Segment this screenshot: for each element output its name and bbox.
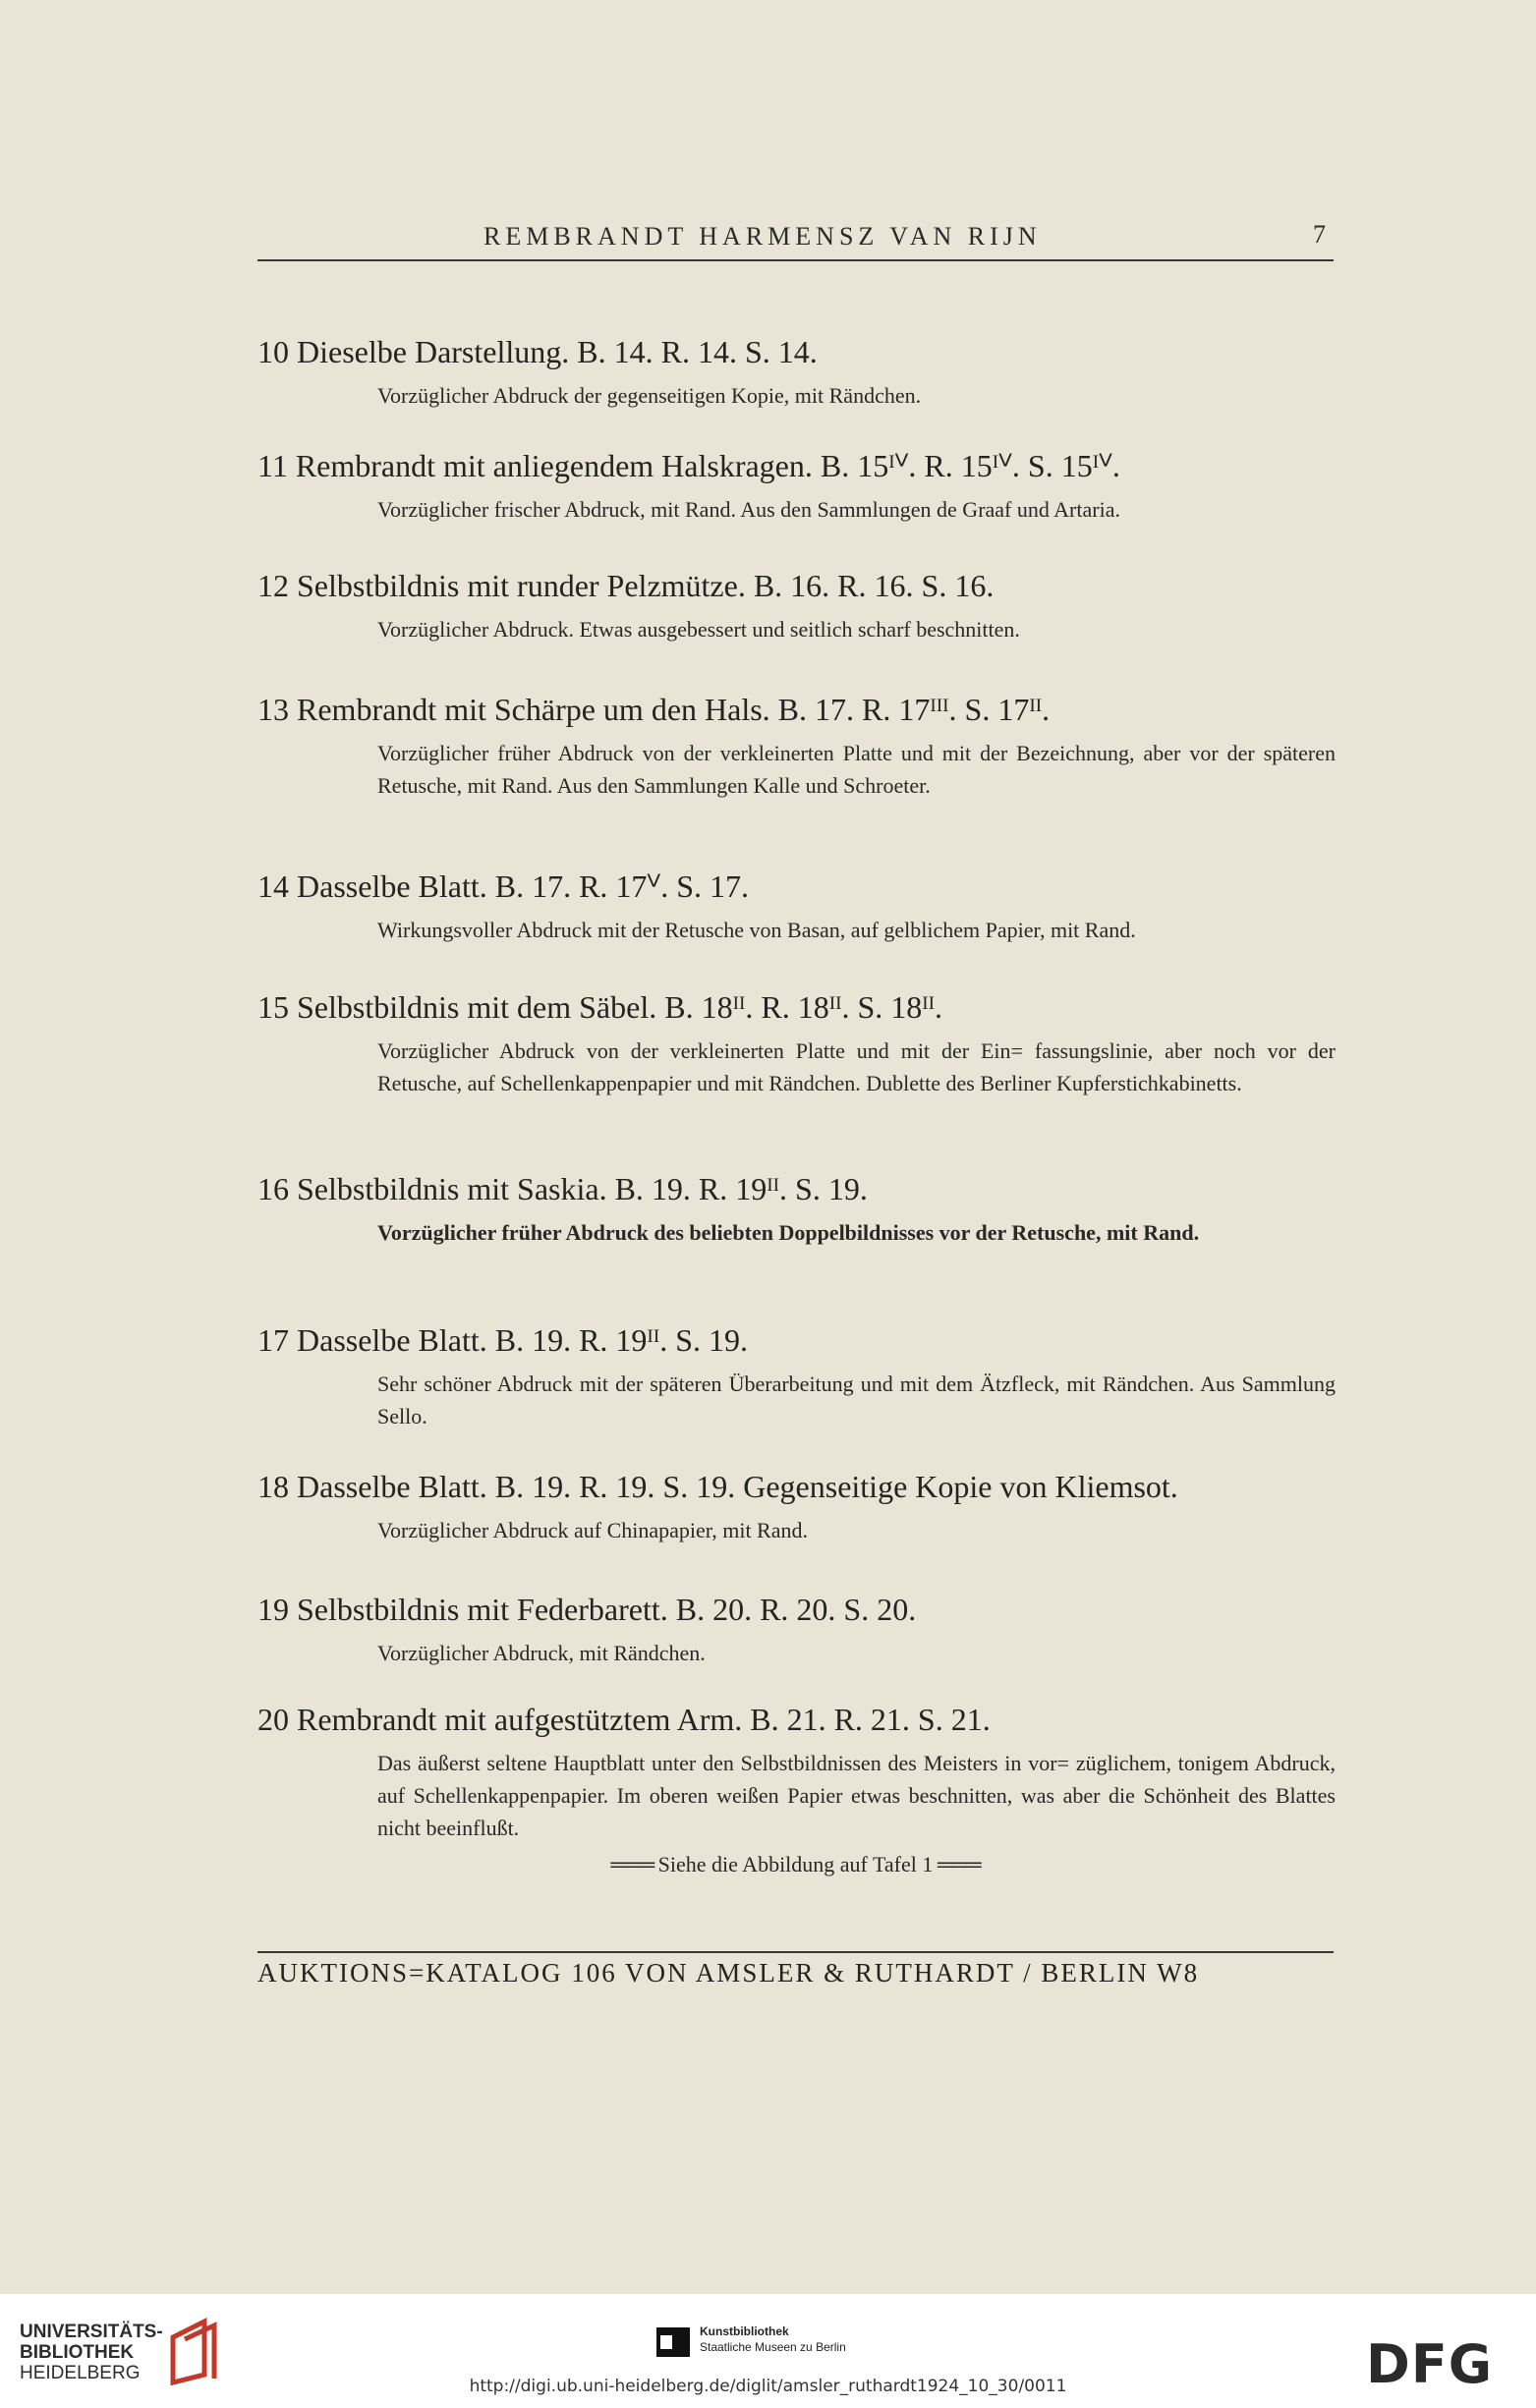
ub-logo-line-1: UNIVERSITÄTS- bbox=[20, 2322, 163, 2342]
entry-title: 18 Dasselbe Blatt. B. 19. R. 19. S. 19. Gegenseitige Kopie von Kliemsot. bbox=[257, 1469, 1178, 1504]
entry-note bbox=[257, 1852, 1334, 1877]
entry-title: 12 Selbstbildnis mit runder Pelzmütze. B. 16. R. 16. S. 16. bbox=[257, 568, 995, 603]
entry-title: 15 Selbstbildnis mit dem Säbel. B. 18ᴵᴵ. R. 18ᴵᴵ. S. 18ᴵᴵ. bbox=[257, 989, 943, 1025]
entry-description: Vorzüglicher frischer Abdruck, mit Rand. Aus den Sammlungen de Graaf und Artaria. bbox=[377, 497, 1120, 522]
running-head: REMBRANDT HARMENSZ VAN RIJN bbox=[484, 222, 1042, 251]
catalog-entry bbox=[257, 987, 1334, 1099]
catalog-entry bbox=[257, 566, 1334, 645]
catalog-entry bbox=[257, 1320, 1334, 1432]
entry-description: Vorzüglicher Abdruck der gegenseitigen Kopie, mit Rändchen. bbox=[377, 383, 922, 408]
entry-description: Vorzüglicher früher Abdruck von der verkleinerten Platte und mit der Bezeichnung, aber vor der späteren Retusche, mit Rand. Aus den Sammlungen Kalle und Schroeter. bbox=[377, 741, 1336, 798]
catalog-entry bbox=[257, 1467, 1334, 1546]
ub-heidelberg-logo[interactable] bbox=[20, 2322, 163, 2383]
permalink-url[interactable]: http://digi.ub.uni-heidelberg.de/diglit/amsler_ruthardt1924_10_30/0011 bbox=[469, 2377, 1067, 2396]
footer-rule bbox=[257, 1951, 1334, 1953]
page-header bbox=[257, 222, 1334, 261]
kunstbibliothek-mark-icon bbox=[656, 2327, 690, 2357]
entry-description: Vorzüglicher Abdruck auf Chinapapier, mit Rand. bbox=[377, 1518, 808, 1542]
entry-title: 13 Rembrandt mit Schärpe um den Hals. B. 17. R. 17ᴵᴵᴵ. S. 17ᴵᴵ. bbox=[257, 692, 1051, 727]
entry-title: 11 Rembrandt mit anliegendem Halskragen. B. 15ᴵⱽ. R. 15ᴵⱽ. S. 15ᴵⱽ. bbox=[257, 448, 1120, 483]
dfg-logo[interactable]: DFG bbox=[1366, 2333, 1494, 2395]
catalog-entry bbox=[257, 446, 1334, 526]
entry-title: 16 Selbstbildnis mit Saskia. B. 19. R. 19ᴵᴵ. S. 19. bbox=[257, 1171, 868, 1206]
page-number: 7 bbox=[1313, 220, 1326, 249]
kunstbibliothek-text bbox=[700, 2324, 846, 2355]
entry-description: Vorzüglicher früher Abdruck des beliebten Doppelbildnisses vor der Retusche, mit Rand. bbox=[377, 1220, 1200, 1245]
catalog-entry bbox=[257, 1169, 1334, 1249]
entry-description: Vorzüglicher Abdruck, mit Rändchen. bbox=[377, 1641, 706, 1665]
kb-line-2: Staatliche Museen zu Berlin bbox=[700, 2340, 846, 2354]
entry-description: Das äußerst seltene Hauptblatt unter den Selbstbildnissen des Meisters in vor= züglichem, tonigem Abdruck, auf Schellenkappenpapier. Im oberen weißen Papier etwas beschnitten, was aber die Schönheit des Blattes nicht beeinflußt. bbox=[377, 1751, 1336, 1840]
kb-line-1: Kunstbibliothek bbox=[700, 2324, 789, 2338]
ub-logo-line-3: HEIDELBERG bbox=[20, 2363, 141, 2383]
catalog-entry bbox=[257, 332, 1334, 412]
catalog-entry bbox=[257, 867, 1334, 946]
catalog-footer: AUKTIONS=KATALOG 106 VON AMSLER & RUTHARDT / BERLIN W8 bbox=[257, 1958, 1200, 1988]
double-rule-left: ═══ bbox=[610, 1852, 658, 1876]
entry-title: 17 Dasselbe Blatt. B. 19. R. 19ᴵᴵ. S. 19. bbox=[257, 1322, 748, 1358]
ub-logo-line-2: BIBLIOTHEK bbox=[20, 2342, 135, 2363]
entry-description: Sehr schöner Abdruck mit der späteren Überarbeitung und mit dem Ätzfleck, mit Rändchen. Aus Sammlung Sello. bbox=[377, 1372, 1336, 1428]
header-rule bbox=[257, 259, 1334, 261]
entry-title: 20 Rembrandt mit aufgestütztem Arm. B. 21. R. 21. S. 21. bbox=[257, 1702, 991, 1737]
entry-title: 19 Selbstbildnis mit Federbarett. B. 20. R. 20. S. 20. bbox=[257, 1592, 917, 1627]
entry-description: Wirkungsvoller Abdruck mit der Retusche von Basan, auf gelblichem Papier, mit Rand. bbox=[377, 918, 1136, 942]
entry-description: Vorzüglicher Abdruck von der verkleinerten Platte und mit der Ein= fassungslinie, aber noch vor der Retusche, auf Schellenkappenpapier und mit Rändchen. Dublette des Berliner Kupferstichkabinetts. bbox=[377, 1038, 1336, 1095]
note-text: Siehe die Abbildung auf Tafel 1 bbox=[657, 1852, 934, 1876]
catalog-entry bbox=[257, 1590, 1334, 1669]
double-rule-right: ═══ bbox=[933, 1852, 981, 1876]
entry-description: Vorzüglicher Abdruck. Etwas ausgebessert und seitlich scharf beschnitten. bbox=[377, 617, 1020, 642]
entry-title: 14 Dasselbe Blatt. B. 17. R. 17ⱽ. S. 17. bbox=[257, 868, 749, 904]
catalog-entry bbox=[257, 1700, 1334, 1877]
catalog-entry bbox=[257, 690, 1334, 802]
entry-title: 10 Dieselbe Darstellung. B. 14. R. 14. S. 14. bbox=[257, 334, 818, 369]
